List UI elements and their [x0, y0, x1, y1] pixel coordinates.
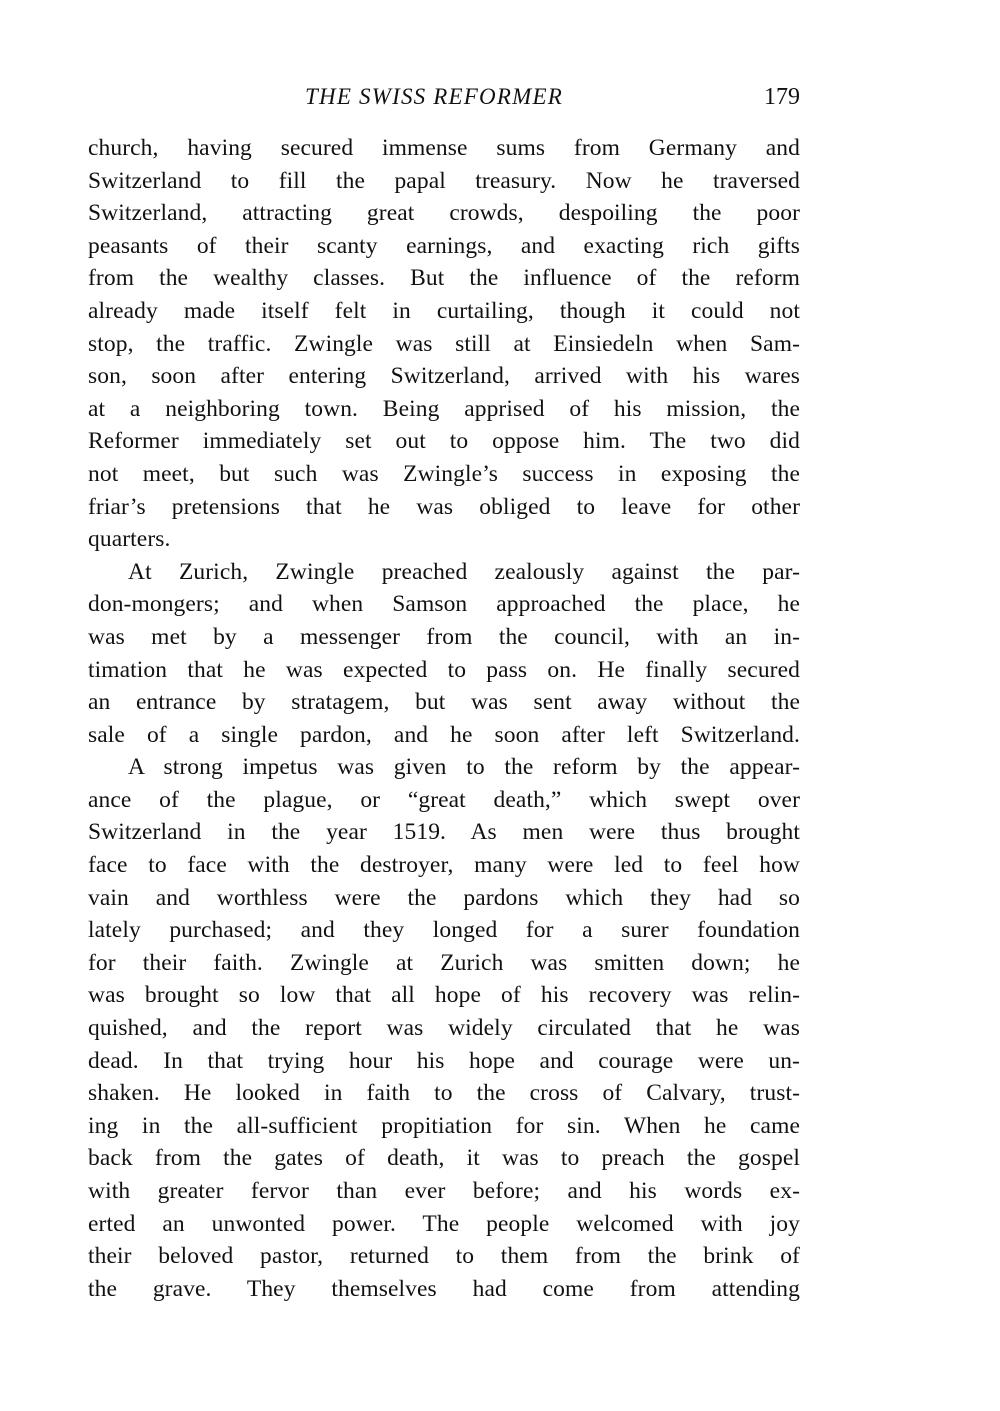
text-line: dead. In that trying hour his hope and courage were un- — [88, 1047, 800, 1074]
text-line: At Zurich, Zwingle preached zealously against the par- — [128, 558, 800, 585]
text-line: was brought so low that all hope of his recovery was relin- — [88, 982, 800, 1009]
text-line: back from the gates of death, it was to preach the gospel — [88, 1145, 800, 1172]
text-line: church, having secured immense sums from Germany and — [88, 135, 800, 161]
text-line: Switzerland in the year 1519. As men were thus brought — [88, 819, 800, 846]
text-line: sale of a single pardon, and he soon after left Switzerland. — [88, 721, 800, 748]
text-line: Reformer immediately set out to oppose him. The two did — [88, 428, 800, 455]
body-text — [88, 132, 800, 1305]
text-line: timation that he was expected to pass on. He finally secured — [88, 656, 800, 683]
text-line: ance of the plague, or “great death,” which swept over — [88, 786, 800, 813]
running-head — [88, 80, 800, 114]
text-line: ing in the all-sufficient propitiation for sin. When he came — [88, 1112, 800, 1139]
text-line: at a neighboring town. Being apprised of his mission, the — [88, 395, 800, 422]
text-line: already made itself felt in curtailing, though it could not — [88, 297, 800, 324]
running-title-text: THE SWISS REFORMER — [305, 84, 563, 109]
text-line: not meet, but such was Zwingle’s success in exposing the — [88, 460, 800, 487]
text-line: don-mongers; and when Samson approached the place, he — [88, 591, 800, 618]
paragraph-3 — [88, 751, 800, 1305]
text-line: A strong impetus was given to the reform by the appear- — [128, 754, 800, 781]
text-line: shaken. He looked in faith to the cross of Calvary, trust- — [88, 1080, 800, 1107]
paragraph-2 — [88, 556, 800, 752]
text-line: an entrance by stratagem, but was sent away without the — [88, 689, 800, 716]
text-line: erted an unwonted power. The people welcomed with joy — [88, 1210, 800, 1237]
text-line: son, soon after entering Switzerland, arrived with his wares — [88, 363, 800, 390]
text-line: for their faith. Zwingle at Zurich was smitten down; he — [88, 949, 800, 976]
text-line: face to face with the destroyer, many were led to feel how — [88, 852, 800, 879]
text-line: vain and worthless were the pardons which they had so — [88, 884, 800, 911]
text-line: Switzerland, attracting great crowds, despoiling the poor — [88, 200, 800, 227]
text-line: friar’s pretensions that he was obliged to leave for other — [88, 493, 800, 520]
text-line: the grave. They themselves had come from attending — [88, 1275, 800, 1302]
text-line: peasants of their scanty earnings, and exacting rich gifts — [88, 232, 800, 259]
page-number: 179 — [764, 84, 800, 110]
text-line: stop, the traffic. Zwingle was still at Einsiedeln when Sam- — [88, 330, 800, 357]
text-line: from the wealthy classes. But the influence of the reform — [88, 265, 800, 292]
running-title — [88, 80, 800, 114]
paragraph-1 — [88, 132, 800, 556]
text-line: their beloved pastor, returned to them from the brink of — [88, 1243, 800, 1270]
text-line: was met by a messenger from the council, with an in- — [88, 623, 800, 650]
text-line: lately purchased; and they longed for a surer foundation — [88, 917, 800, 944]
text-line: quarters. — [88, 526, 171, 553]
text-line: Switzerland to fill the papal treasury. Now he traversed — [88, 167, 800, 194]
text-line: quished, and the report was widely circulated that he was — [88, 1015, 800, 1042]
text-line: with greater fervor than ever before; and his words ex- — [88, 1178, 800, 1204]
